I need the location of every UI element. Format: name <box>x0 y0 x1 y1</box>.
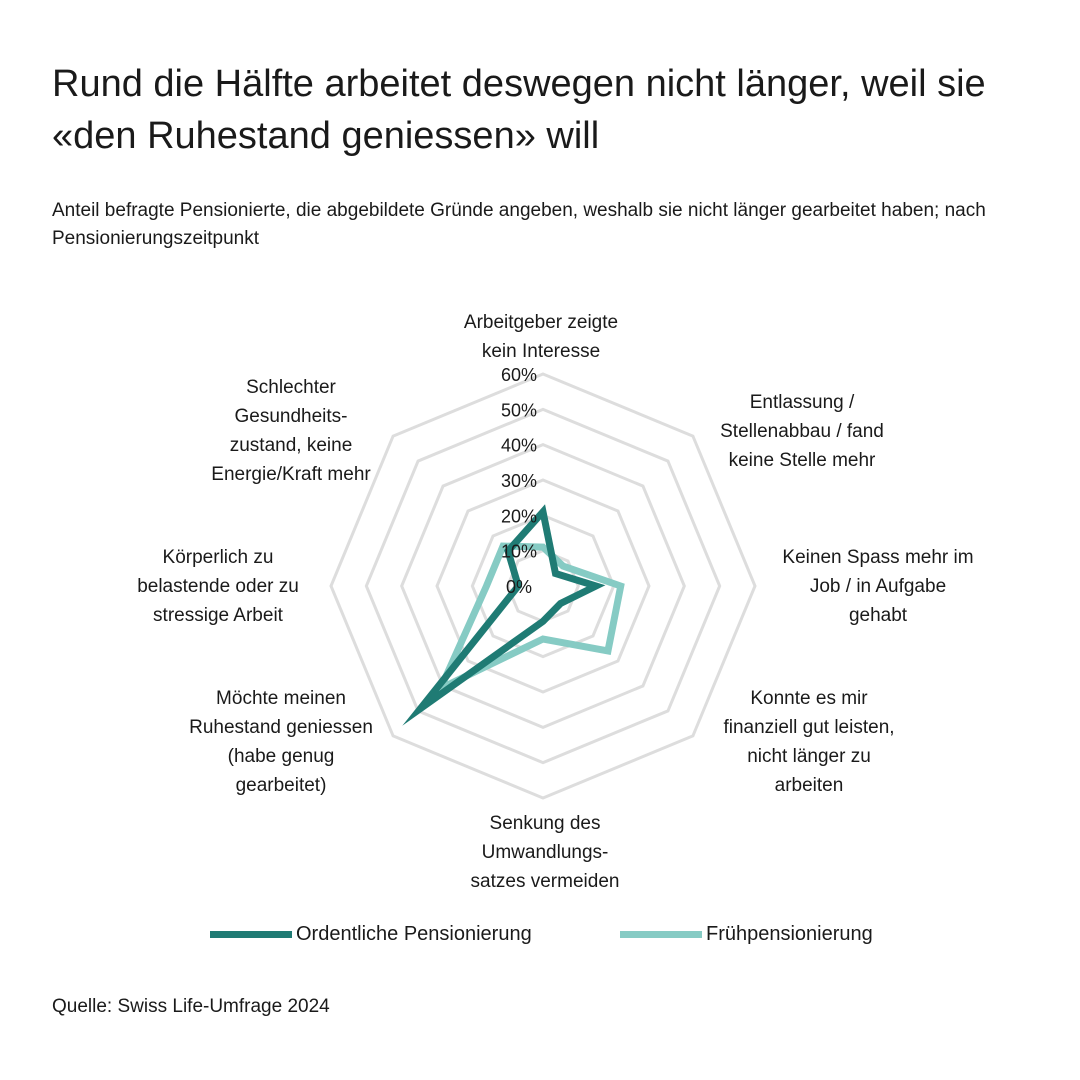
category-label-2-line-1: Job / in Aufgabe <box>809 576 947 597</box>
legend-swatch-fruehpensionierung <box>620 931 702 938</box>
category-label-layer <box>137 312 973 892</box>
category-label-6-line-0: Körperlich zu <box>162 547 274 568</box>
legend-item-fruehpensionierung <box>620 918 873 950</box>
category-label-0-line-1: kein Interesse <box>481 341 601 362</box>
category-label-1-line-1: Stellenabbau / fand <box>720 421 884 442</box>
category-label-3-line-1: finanziell gut leisten, <box>723 717 895 738</box>
tick-label-30: 30% <box>500 471 538 491</box>
category-label-3-line-0: Konnte es mir <box>750 688 868 709</box>
legend-swatch-ordentliche <box>210 931 292 938</box>
category-label-2-line-0: Keinen Spass mehr im <box>782 547 974 568</box>
category-label-5-line-1: Ruhestand geniessen <box>189 717 373 738</box>
tick-label-60: 60% <box>500 365 538 385</box>
category-label-4 <box>471 813 620 892</box>
category-label-0-line-0: Arbeitgeber zeigte <box>463 312 619 333</box>
category-label-1-line-0: Entlassung / <box>749 392 855 413</box>
category-label-7-line-3: Energie/Kraft mehr <box>211 464 371 485</box>
category-label-7-line-1: Gesundheits- <box>234 406 348 427</box>
category-label-0 <box>464 312 618 362</box>
source-note: Quelle: Swiss Life-Umfrage 2024 <box>52 996 330 1017</box>
category-label-7-line-2: zustand, keine <box>229 435 353 456</box>
category-label-5-line-2: (habe genug <box>227 746 335 767</box>
category-label-6 <box>137 547 299 626</box>
tick-label-20: 20% <box>500 506 538 527</box>
category-label-2-line-2: gehabt <box>848 605 908 626</box>
tick-label-40: 40% <box>500 435 538 456</box>
grid-ring-60 <box>331 374 755 798</box>
category-label-4-line-0: Senkung des <box>489 813 601 834</box>
legend-label-fruehpensionierung: Frühpensionierung <box>706 923 873 945</box>
chart-title: Rund die Hälfte arbeitet deswegen nicht länger, weil sie «den Ruhestand geniessen» will <box>52 63 986 157</box>
category-label-4-line-2: satzes vermeiden <box>470 871 620 892</box>
category-label-3-line-3: arbeiten <box>774 775 844 796</box>
category-label-1 <box>720 392 884 471</box>
category-label-3 <box>723 688 894 796</box>
category-label-1-line-2: keine Stelle mehr <box>728 450 876 471</box>
category-label-3-line-2: nicht länger zu <box>747 746 871 767</box>
legend-label-ordentliche: Ordentliche Pensionierung <box>296 923 532 945</box>
legend <box>0 918 1080 950</box>
chart-subtitle: Anteil befragte Pensionierte, die abgebildete Gründe angeben, weshalb sie nicht länger gearbeitet haben; nach Pensionierungszeitpunkt <box>52 200 986 249</box>
category-label-2 <box>782 547 973 626</box>
tick-label-50: 50% <box>500 400 538 421</box>
tick-label-0: 0% <box>505 577 533 597</box>
category-label-4-line-1: Umwandlungs- <box>481 842 609 863</box>
category-label-6-line-2: stressige Arbeit <box>153 605 283 626</box>
category-label-5-line-3: gearbeitet) <box>235 775 327 796</box>
category-label-7 <box>211 377 371 485</box>
category-label-6-line-1: belastende oder zu <box>137 576 299 597</box>
category-label-7-line-0: Schlechter <box>246 377 336 398</box>
grid-layer <box>331 374 755 798</box>
tick-label-10: 10% <box>500 541 538 562</box>
category-label-5 <box>189 688 373 796</box>
category-label-5-line-0: Möchte meinen <box>216 688 346 709</box>
legend-item-ordentliche <box>210 918 532 950</box>
